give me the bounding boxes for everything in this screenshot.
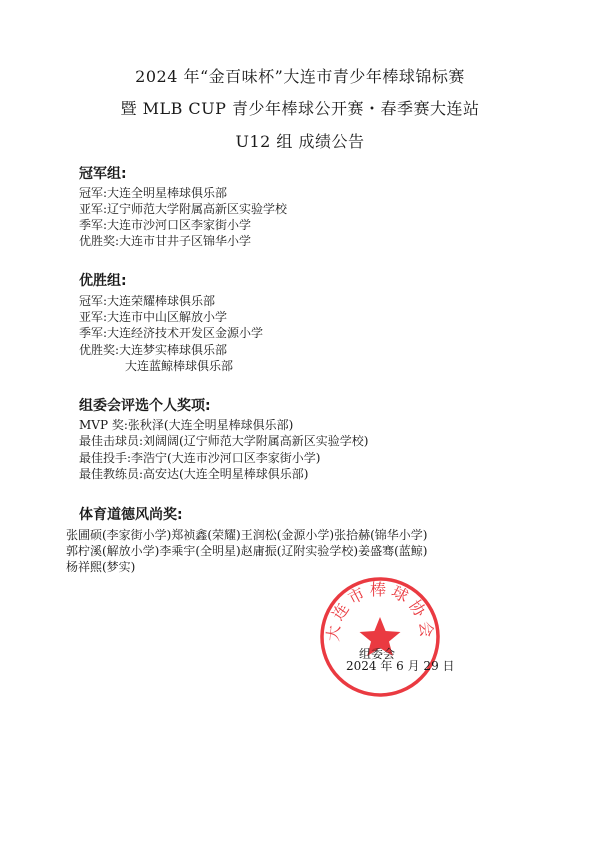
title-line-1: 2024 年“金百味杯”大连市青少年棒球锦标赛 [135, 67, 465, 86]
excellence-line: 亚军:大连市中山区解放小学 [79, 310, 228, 324]
champion-line: 优胜奖:大连市甘井子区锦华小学 [79, 234, 252, 248]
excellence-line: 大连蓝鲸棒球俱乐部 [125, 359, 234, 373]
sportsmanship-line: 杨祥熙(梦实) [66, 560, 136, 574]
issue-date: 2024 年 6 月 29 日 [346, 659, 455, 673]
excellence-line: 冠军:大连荣耀棒球俱乐部 [79, 294, 216, 308]
champion-line: 亚军:辽宁师范大学附属高新区实验学校 [79, 202, 288, 216]
excellence-group-heading: 优胜组: [79, 273, 127, 289]
title-line-3: U12 组 成绩公告 [235, 132, 365, 151]
individual-awards-heading: 组委会评选个人奖项: [79, 398, 211, 414]
individual-award-line: 最佳投手:李浩宁(大连市沙河口区李家街小学) [79, 451, 321, 465]
seal-text: 大连市棒球协会 [323, 580, 437, 643]
title-line-2: 暨 MLB CUP 青少年棒球公开赛・春季赛大连站 [120, 99, 480, 118]
sportsmanship-heading: 体育道德风尚奖: [79, 507, 183, 523]
champion-line: 冠军:大连全明星棒球俱乐部 [79, 186, 228, 200]
excellence-line: 优胜奖:大连梦实棒球俱乐部 [79, 343, 228, 357]
sportsmanship-line: 郭柠溪(解放小学)李乘宇(全明星)赵庸振(辽附实验学校)姜盛骞(蓝鲸) [66, 544, 428, 558]
excellence-line: 季军:大连经济技术开发区金源小学 [79, 326, 264, 340]
sportsmanship-line: 张圃硕(李家街小学)郑祯鑫(荣耀)王润松(金源小学)张拾赫(锦华小学) [66, 528, 428, 542]
organizer-label: 组委会 [359, 647, 396, 661]
champion-group-heading: 冠军组: [79, 166, 127, 182]
individual-award-line: 最佳教练员:高安达(大连全明星棒球俱乐部) [79, 467, 309, 481]
champion-line: 季军:大连市沙河口区李家街小学 [79, 218, 252, 232]
individual-award-line: MVP 奖:张秋泽(大连全明星棒球俱乐部) [79, 418, 294, 432]
individual-award-line: 最佳击球员:刘阔阔(辽宁师范大学附属高新区实验学校) [79, 434, 369, 448]
official-seal-icon [318, 575, 442, 699]
